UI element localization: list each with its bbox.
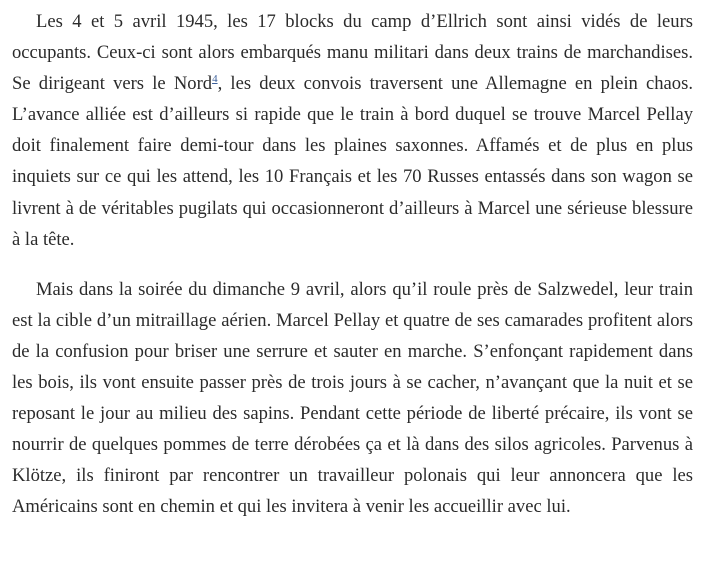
paragraph-1 xyxy=(12,6,693,255)
paragraph-1-text-start: Les 4 et 5 avril 1945, les 17 blocks du camp d’Ellrich sont ainsi vidés de leurs occupants. Ceux-ci sont alors embarqués manu militari dans deux trains de marchandises. Se dirigeant vers le Nord xyxy=(12,11,693,95)
footnote-link[interactable]: 4 xyxy=(212,73,218,85)
paragraph-2: Mais dans la soirée du dimanche 9 avril, alors qu’il roule près de Salzwedel, leur train est la cible d’un mitraillage aérien. Marcel Pellay et quatre de ses camarades profitent alors de la confusion pour briser une serrure et sauter en marche. S’enfonçant rapidement dans les bois, ils vont ensuite passer près de trois jours à se cacher, n’avançant que la nuit et se reposant le jour au milieu des sapins. Pendant cette période de liberté précaire, ils vont se nourrir de quelques pommes de terre dérobées ça et là dans des silos agricoles. Parvenus à Klötze, ils finiront par rencontrer un travailleur polonais qui leur annoncera que les Américains sont en chemin et qui les invitera à venir les accueillir avec lui. xyxy=(12,278,693,518)
paragraph-1-text-end: , les deux convois traversent une Allemagne en plein chaos. L’avance alliée est d’ailleurs si rapide que le train à bord duquel se trouve Marcel Pellay doit finalement faire demi-tour dans les plaines saxonnes. Affamés et de plus en plus inquiets sur ce qui les attend, les 10 Français et les 70 Russes entassés dans son wagon se livrent à de véritables pugilats qui occasionneront d’ailleurs à Marcel une sérieuse blessure à la tête. xyxy=(12,73,693,250)
